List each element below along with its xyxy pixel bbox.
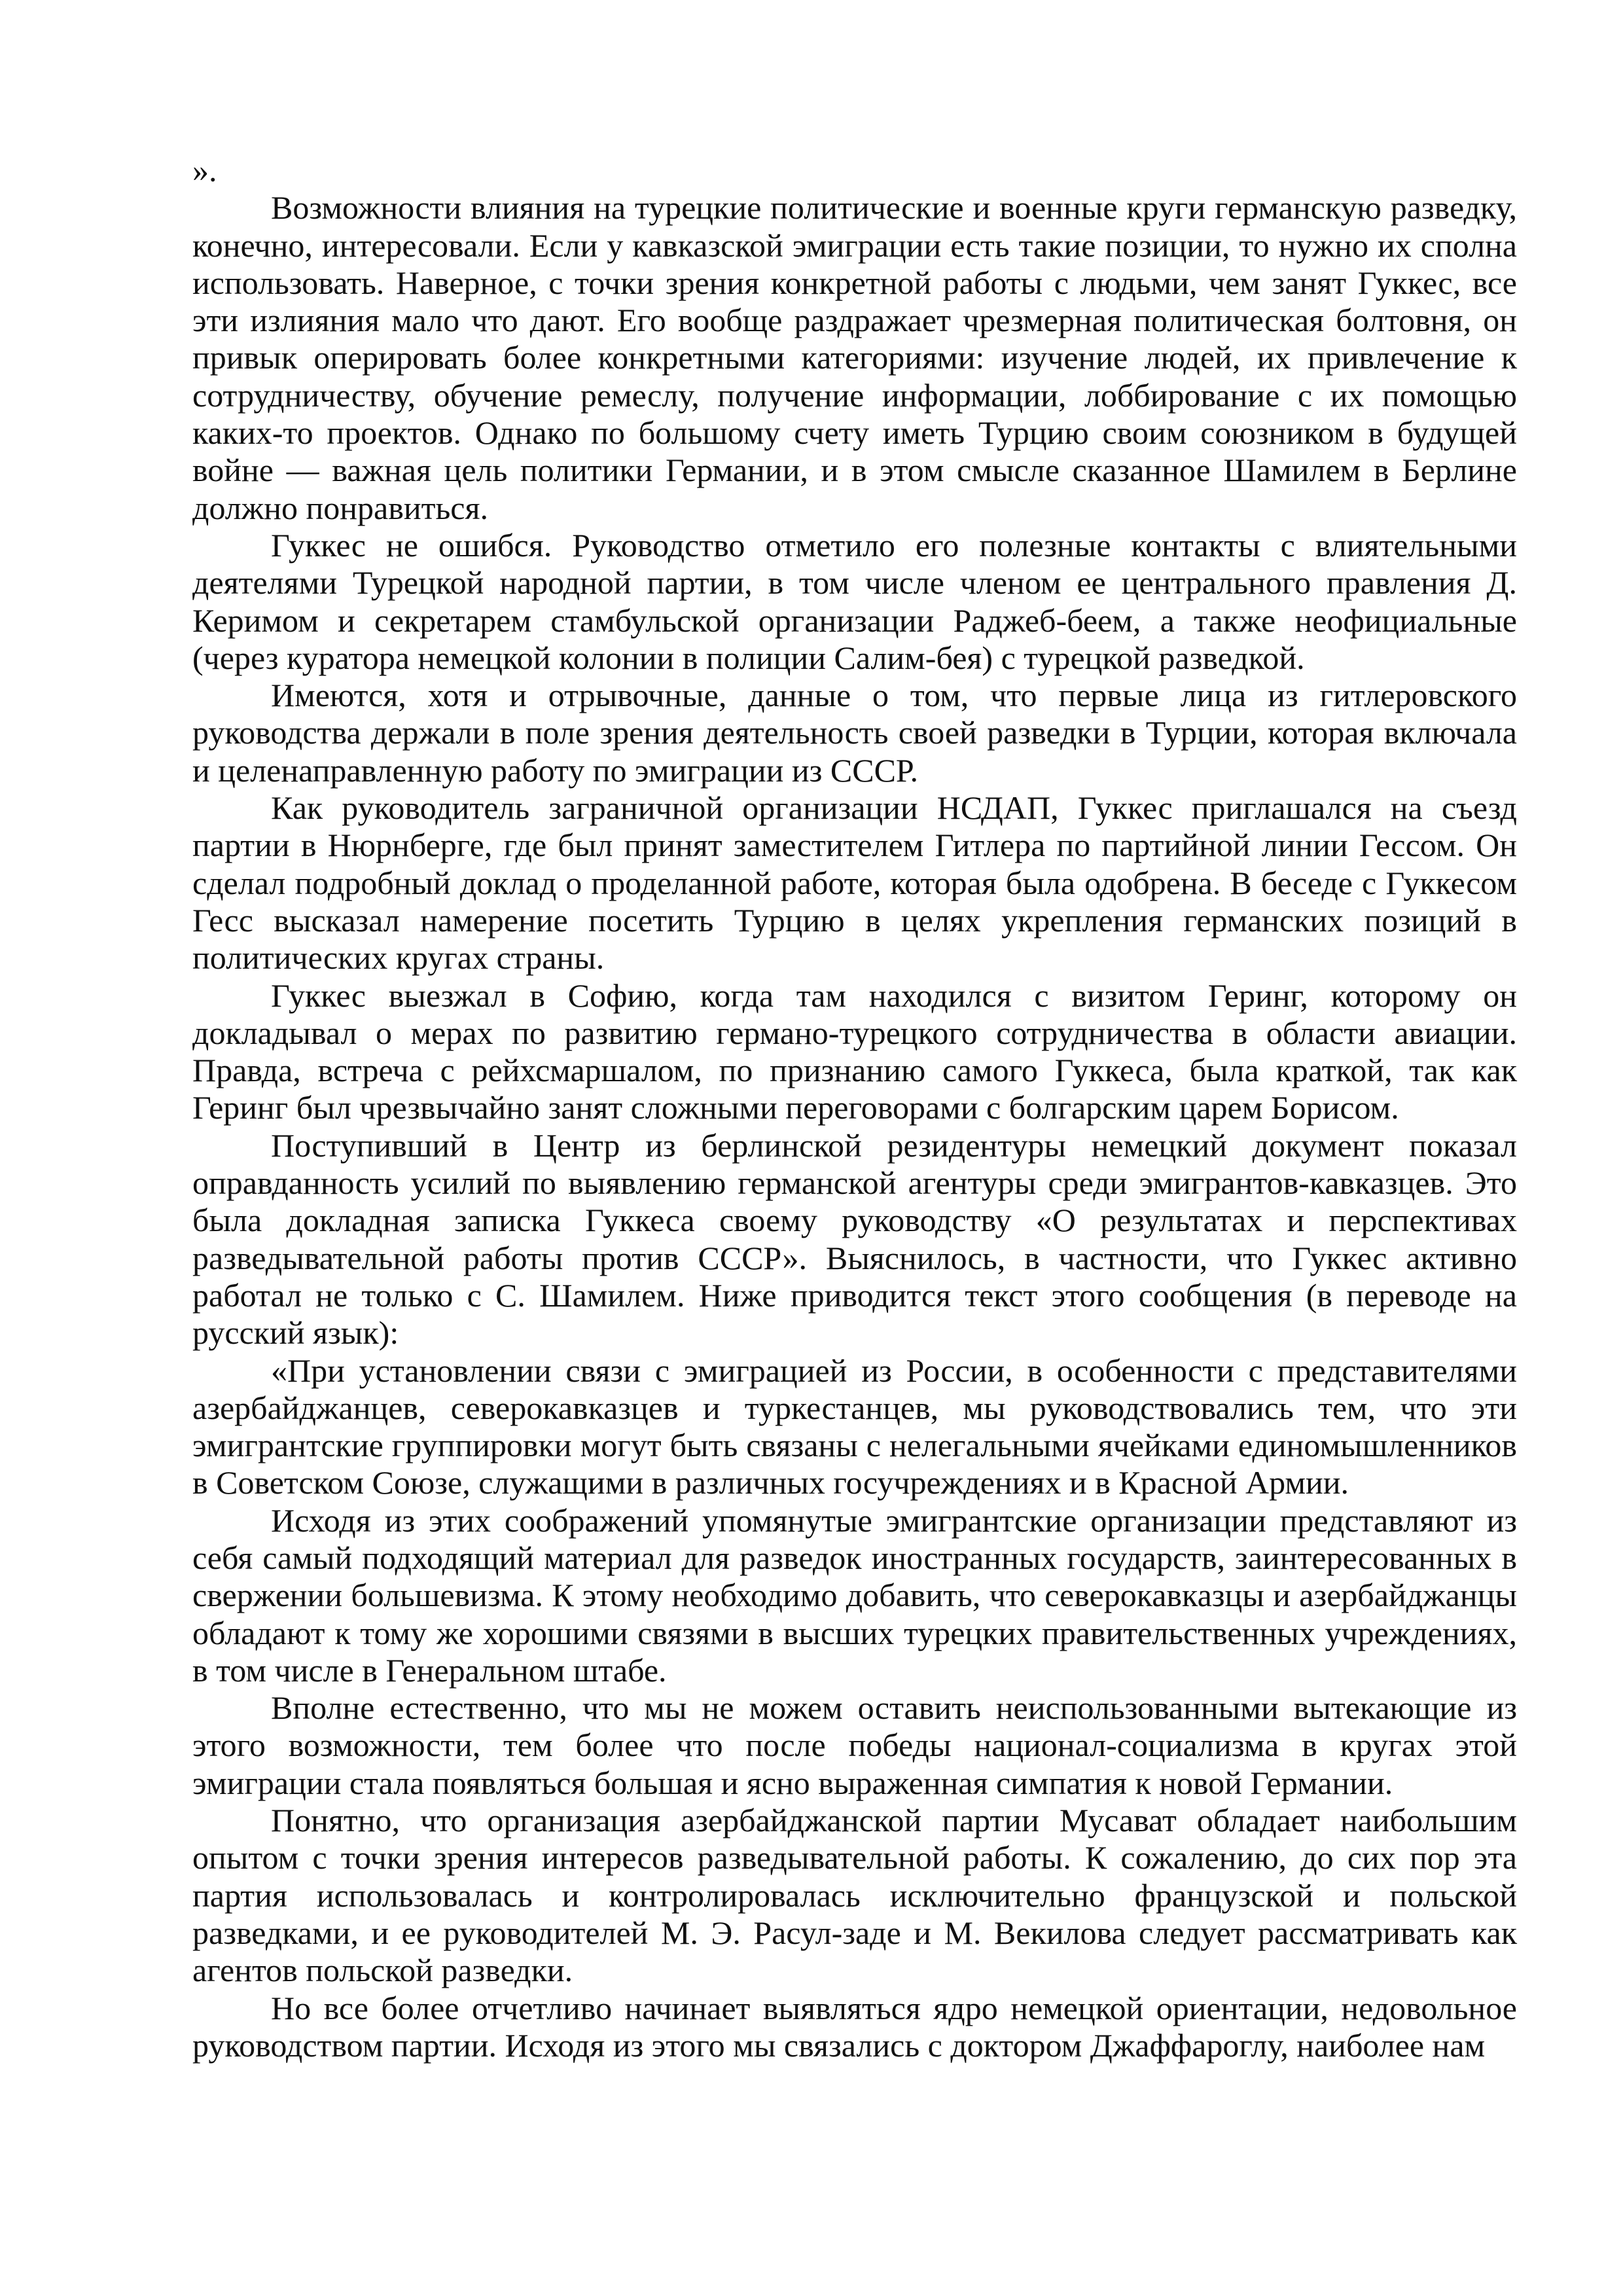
document-page: [192, 152, 1517, 2064]
paragraph: Как руководитель заграничной организации НСДАП, Гуккес приглашался на съезд партии в Нюрнберге, где был принят заместителем Гитлера по партийной линии Гессом. Он сделал подробный доклад о проделанной работе, которая была одобрена. В беседе с Гуккесом Гесс высказал намерение посетить Турцию в целях укрепления германских позиций в политических кругах страны.: [192, 789, 1517, 977]
paragraph: Имеются, хотя и отрывочные, данные о том, что первые лица из гитлеровского руководства держали в поле зрения деятельность своей разведки в Турции, которая включала и целенаправленную работу по эмиграции из СССР.: [192, 677, 1517, 789]
paragraph: Исходя из этих соображений упомянутые эмигрантские организации представляют из себя самый подходящий материал для разведок иностранных государств, заинтересованных в свержении большевизма. К этому необходимо добавить, что северокавказцы и азербайджанцы обладают к тому же хорошими связями в высших турецких правительственных учреждениях, в том числе в Генеральном штабе.: [192, 1501, 1517, 1689]
paragraph: Гуккес не ошибся. Руководство отметило его полезные контакты с влиятельными деятелями Турецкой народной партии, в том числе членом ее центрального правления Д. Керимом и секретарем стамбульской организации Раджеб-беем, а также неофициальные (через куратора немецкой колонии в полиции Салим-бея) с турецкой разведкой.: [192, 526, 1517, 676]
paragraph: Возможности влияния на турецкие политические и военные круги германскую разведку, конечно, интересовали. Если у кавказской эмиграции есть такие позиции, то нужно их сполна использовать. Наверное, с точки зрения конкретной работы с людьми, чем занят Гуккес, все эти излияния мало что дают. Его вообще раздражает чрезмерная политическая болтовня, он привык оперировать более конкретными категориями: изучение людей, их привлечение к сотрудничеству, обучение ремеслу, получение информации, лоббирование с их помощью каких-то проектов. Однако по большому счету иметь Турцию своим союзником в будущей войне — важная цель политики Германии, и в этом смысле сказанное Шамилем в Берлине должно понравиться.: [192, 189, 1517, 526]
lead-fragment: ».: [192, 152, 217, 188]
paragraph: Вполне естественно, что мы не можем оставить неиспользованными вытекающие из этого возможности, тем более что после победы национал-социализма в кругах этой эмиграции стала появляться большая и ясно выраженная симпатия к новой Германии.: [192, 1689, 1517, 1801]
paragraph: Но все более отчетливо начинает выявляться ядро немецкой ориентации, недовольное руководством партии. Исходя из этого мы связались с доктором Джаффароглу, наиболее нам: [192, 1989, 1517, 2064]
paragraph: «При установлении связи с эмиграцией из России, в особенности с представителями азербайджанцев, северокавказцев и туркестанцев, мы руководствовались тем, что эти эмигрантские группировки могут быть связаны с нелегальными ячейками единомышленников в Советском Союзе, служащими в различных госучреждениях и в Красной Армии.: [192, 1352, 1517, 1501]
paragraph: Поступивший в Центр из берлинской резидентуры немецкий документ показал оправданность усилий по выявлению германской агентуры среди эмигрантов-кавказцев. Это была докладная записка Гуккеса своему руководству «О результатах и перспективах разведывательной работы против СССР». Выяснилось, в частности, что Гуккес активно работал не только с С. Шамилем. Ниже приводится текст этого сообщения (в переводе на русский язык):: [192, 1126, 1517, 1352]
paragraph: Гуккес выезжал в Софию, когда там находился с визитом Геринг, которому он докладывал о мерах по развитию германо-турецкого сотрудничества в области авиации. Правда, встреча с рейхсмаршалом, по признанию самого Гуккеса, была краткой, так как Геринг был чрезвычайно занят сложными переговорами с болгарским царем Борисом.: [192, 977, 1517, 1126]
paragraph: Понятно, что организация азербайджанской партии Мусават обладает наибольшим опытом с точки зрения интересов разведывательной работы. К сожалению, до сих пор эта партия использовалась и контролировалась исключительно французской и польской разведками, и ее руководителей М. Э. Расул-заде и М. Векилова следует рассматривать как агентов польской разведки.: [192, 1802, 1517, 1989]
